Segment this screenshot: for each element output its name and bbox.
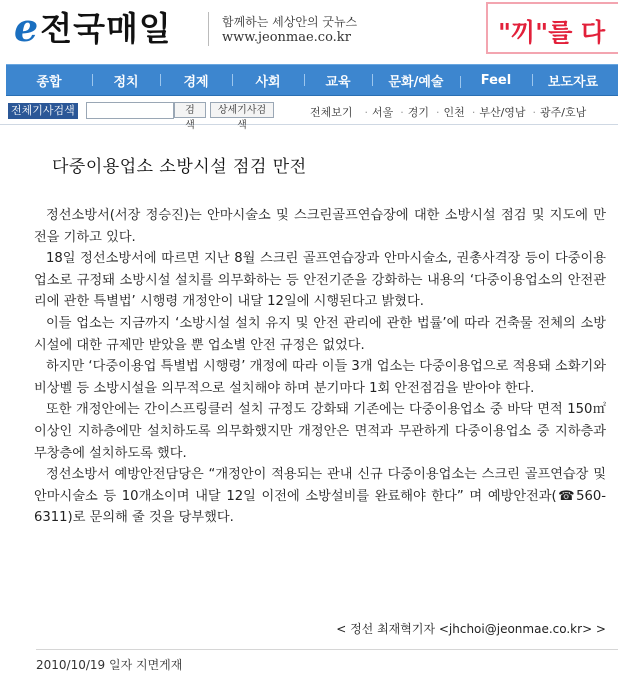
site-header — [0, 0, 618, 62]
nav-item-economy[interactable]: 경제 — [160, 71, 232, 90]
region-link-all[interactable]: 전체보기 — [310, 106, 353, 119]
footer-divider — [36, 649, 618, 650]
article-paragraph: 정선소방서(서장 정승진)는 안마시술소 및 스크린골프연습장에 대한 소방시설 점검 및 지도에 만전을 기하고 있다. — [34, 208, 606, 245]
article-body — [34, 205, 606, 529]
region-link-seoul[interactable]: · 서울 — [364, 106, 394, 119]
region-link-gyeonggi[interactable]: · 경기 — [400, 106, 430, 119]
article-paragraph: 하지만 ‘다중이용업 특별법 시행령’ 개정에 따라 이들 3개 업소는 다중이용업으로 적용돼 소화기와 비상벨 등 소방시설을 의무적으로 설치해야 하며 분기마다 1회 안전점검을 받아야 한다. — [34, 359, 606, 396]
region-links — [310, 104, 593, 120]
article-byline: < 정선 최재혁기자 <jhchoi@jeonmae.co.kr> > — [336, 622, 606, 636]
nav-item-feel[interactable]: Feel — [460, 73, 532, 88]
banner-text: "끼"를 다 — [498, 18, 606, 47]
region-link-busan[interactable]: · 부산/영남 — [471, 106, 526, 119]
nav-item-society[interactable]: 사회 — [232, 71, 304, 90]
article-paragraph: 18일 정선소방서에 따르면 지난 8월 스크린 골프연습장과 안마시술소, 권총사격장 등이 다중이용업소로 규정돼 소방시설 설치를 의무화하는 등 안전기준을 강화하는 내용의 ‘다중이용업소의 안전관리에 관한 특별법’ 시행령 개정안이 내달 12일에 시행된다고 밝혔다. — [34, 251, 606, 310]
nav-item-politics[interactable]: 정치 — [92, 71, 160, 90]
logo-text: 전국매일 — [40, 8, 172, 48]
logo-divider — [208, 12, 209, 46]
article-paragraph: 이들 업소는 지금까지 ‘소방시설 설치 유지 및 안전 관리에 관한 법률’에 따라 건축물 전체의 소방시설에 대한 규제만 받았을 뿐 업소별 안전 규정은 없었다. — [34, 315, 606, 353]
search-input[interactable] — [86, 102, 174, 119]
article-headline: 다중이용업소 소방시설 점검 만전 — [52, 157, 307, 177]
nav-item-general[interactable]: 종합 — [36, 74, 62, 90]
site-url[interactable]: www.jeonmae.co.kr — [222, 30, 351, 45]
search-bar — [0, 98, 618, 131]
nav-item-education[interactable]: 교육 — [304, 71, 372, 90]
publication-date: 2010/10/19 일자 지면게재 — [36, 658, 183, 672]
site-logo[interactable] — [14, 6, 172, 50]
article-paragraph: 정선소방서 예방안전담당은 “개정안이 적용되는 관내 신규 다중이용업소는 스크린 골프연습장 및 안마시술소 등 10개소이며 내달 12일 이전에 소방설비를 완료해야 한다” 며 예방안전과(☎560-6311)로 문의해 줄 것을 당부했다. — [34, 467, 606, 526]
region-link-incheon[interactable]: · 인천 — [436, 106, 465, 119]
detail-search-button[interactable]: 상세기사검색 — [210, 102, 274, 118]
site-slogan: 함께하는 세상안의 굿뉴스 — [222, 15, 358, 29]
search-label: 전체기사검색 — [8, 103, 78, 119]
nav-item-press-release[interactable]: 보도자료 — [532, 71, 614, 90]
article-paragraph: 또한 개정안에는 간이스프링클러 설치 규정도 강화돼 기존에는 다중이용업소 중 바닥 면적 150㎡ 이상인 지하층에만 설치하도록 의무화했지만 개정안은 면적과 무관하게 다중이용업소 중 지하층과 무창층에 설치하도록 했다. — [34, 402, 606, 461]
logo-e-icon: e — [14, 5, 39, 50]
ad-banner[interactable] — [486, 2, 618, 54]
region-link-gwangju[interactable]: · 광주/호남 — [532, 106, 587, 119]
nav-item-culture[interactable]: 문화/예술 — [372, 71, 460, 90]
main-nav — [6, 64, 618, 96]
search-button[interactable]: 검 색 — [174, 102, 206, 118]
